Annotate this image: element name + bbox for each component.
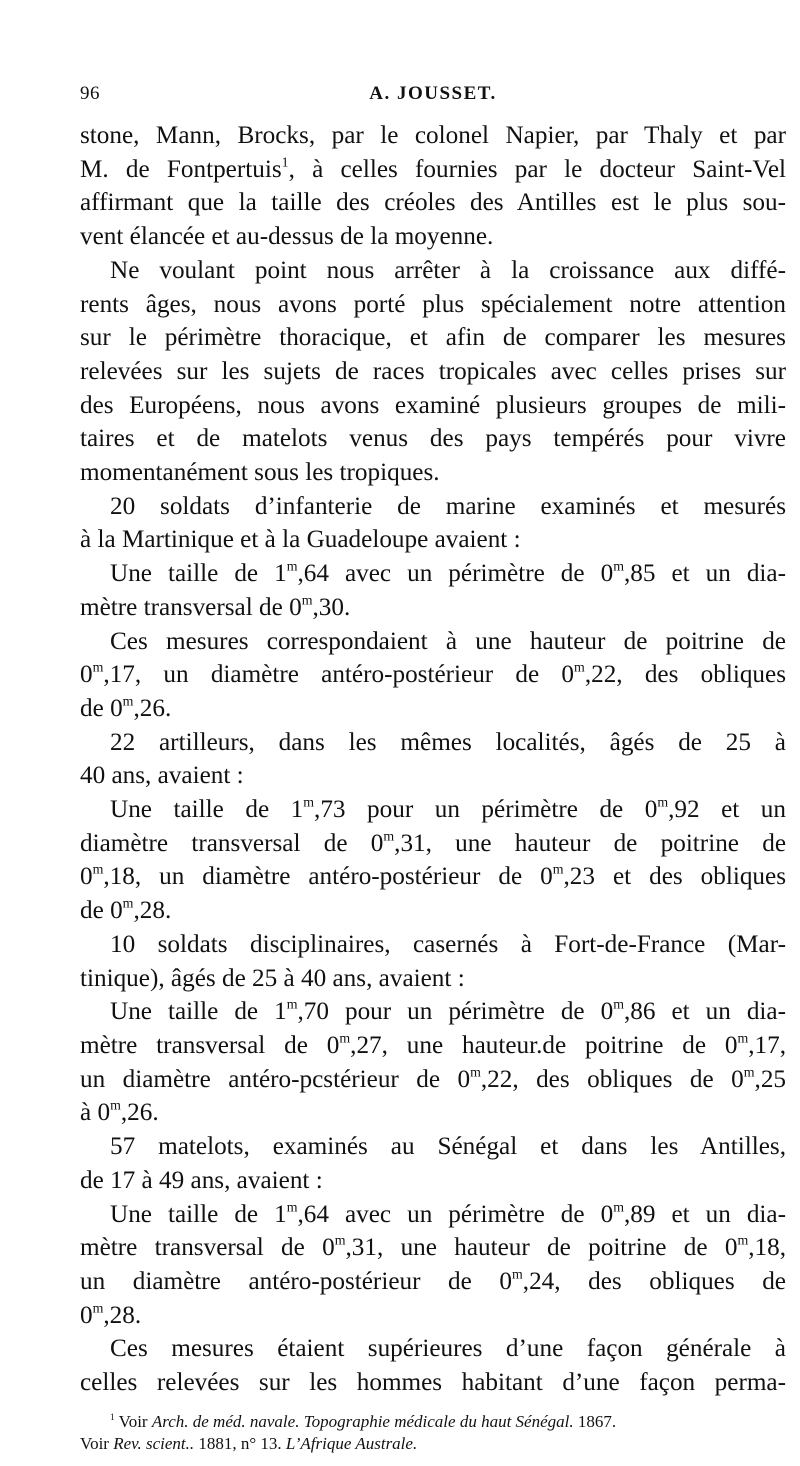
text-line: sur le périmètre thoracique, et afin de comparer les mesures (80, 324, 786, 352)
body-text (80, 119, 786, 1400)
footnotes (80, 1411, 786, 1455)
text-line: Une taille de 1$^m$,73 pour un périmètre de 0$^m$,92 et un (110, 794, 786, 824)
text-line: Ces mesures correspondaient à une hauteur de poitrine de (110, 627, 786, 655)
text-line: celles relevées sur les hommes habitant d’une façon perma- (80, 1369, 786, 1397)
text-line: 57 matelots, examinés au Sénégal et dans les Antilles, (110, 1133, 786, 1161)
text-line: Ne voulant point nous arrêter à la croissance aux diffé- (110, 256, 786, 284)
text-line: mètre transversal de 0$^m$,31, une hauteur de poitrine de 0$^m$,18, (80, 1232, 786, 1262)
footnote: $^1$ Voir Arch. de méd. navale. Topographie médicale du haut Sénégal. 1867. (110, 1412, 617, 1431)
text-line: Une taille de 1$^m$,64 avec un périmètre de 0$^m$,89 et un dia- (110, 1199, 786, 1228)
text-line: momentanément sous les tropiques. (80, 459, 440, 487)
text-line: 20 soldats d’infanterie de marine examinés et mesurés (110, 492, 786, 520)
text-line: un diamètre antéro-postérieur de 0$^m$,24, des obliques de (80, 1266, 786, 1295)
text-line: rents âges, nous avons porté plus spécialement notre attention (80, 290, 786, 318)
text-line: 0$^m$,17, un diamètre antéro-postérieur de 0$^m$,22, des obliques (80, 659, 786, 689)
text-line: un diamètre antéro-pcstérieur de 0$^m$,22, des obliques de 0$^m$,25 (80, 1064, 786, 1093)
page-number: 96 (80, 83, 100, 104)
text-line: taires et de matelots venus des pays tempérés pour vivre (80, 425, 786, 453)
text-line: Une taille de 1$^m$,70 pour un périmètre de 0$^m$,86 et un dia- (110, 996, 787, 1026)
text-line: 10 soldats disciplinaires, casernés à Fort-de-France (Mar- (110, 930, 786, 958)
text-line: Ces mesures étaient supérieures d’une façon générale à (110, 1335, 786, 1363)
footnote-marker: 1 (281, 154, 289, 170)
page-header (80, 83, 786, 109)
text-line: diamètre transversal de 0$^m$,31, une hauteur de poitrine de (80, 828, 787, 857)
footnote: Voir Rev. scient.. 1881, n° 13. L’Afrique Australe. (80, 1434, 418, 1453)
text-line: relevées sur les sujets de races tropicales avec celles prises sur (80, 357, 786, 385)
text-line: à 0$^m$,26. (80, 1098, 159, 1127)
text-line: 0$^m$,18, un diamètre antéro-postérieur de 0$^m$,23 et des obliques (80, 862, 787, 891)
text-line: 40 ans, avaient : (80, 762, 244, 790)
text-line: stone, Mann, Brocks, par le colonel Napier, par Thaly et par (80, 122, 786, 149)
footnote-marker: 1 (110, 1413, 115, 1423)
text-line: affirmant que la taille des créoles des Antilles est le plus sou- (80, 189, 786, 217)
text-line: 22 artilleurs, dans les mêmes localités, âgés de 25 à (110, 728, 786, 756)
text-line: Une taille de 1$^m$,64 avec un périmètre de 0$^m$,85 et un dia- (110, 558, 786, 588)
text-line: mètre transversal de 0$^m$,30. (80, 592, 351, 621)
text-line: de 17 à 49 ans, avaient : (80, 1166, 323, 1194)
text-line: de 0$^m$,28. (80, 895, 172, 925)
text-line: mètre transversal de 0$^m$,27, une hauteur.de poitrine de 0$^m$,17, (80, 1030, 787, 1059)
text-line: des Européens, nous avons examiné plusieurs groupes de mili- (80, 391, 786, 419)
text-line: 0$^m$,28. (80, 1300, 142, 1329)
text-line: tinique), âgés de 25 à 40 ans, avaient : (80, 964, 465, 992)
text-line: vent élancée et au-dessus de la moyenne. (80, 223, 494, 251)
running-head: A. JOUSSET. (369, 83, 497, 104)
text-line: à la Martinique et à la Guadeloupe avaient : (80, 526, 521, 554)
text-line: de 0$^m$,26. (80, 693, 172, 722)
text-line: M. de Fontpertuis$^1$, à celles fournies par le docteur Saint-Vel (80, 154, 786, 183)
